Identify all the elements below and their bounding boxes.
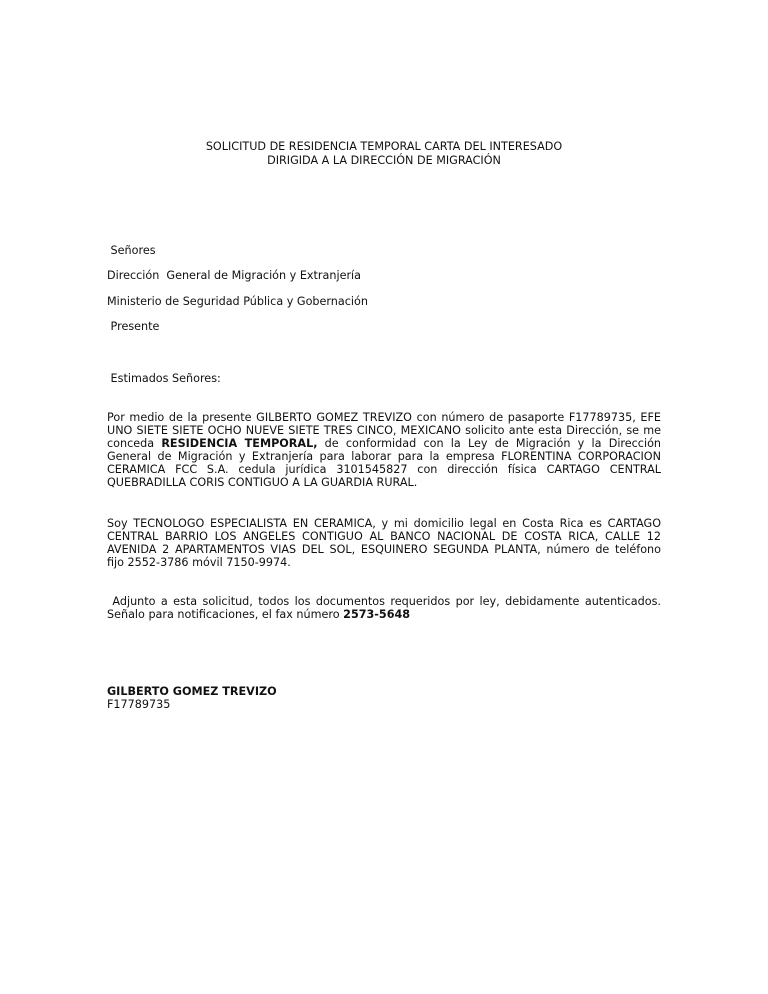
- paragraph-2-line: AVENIDA 2 APARTAMENTOS VIAS DEL SOL, ESQUINERO SEGUNDA PLANTA, número de teléfono: [107, 543, 661, 556]
- signature-name-text: GILBERTO GOMEZ TREVIZO: [107, 685, 277, 698]
- paragraph-1-line: Por medio de la presente GILBERTO GOMEZ TREVIZO con número de pasaporte F17789735, EFE: [107, 411, 661, 424]
- text-run: Señalo para notificaciones, el fax número: [107, 608, 344, 621]
- paragraph-1-line: [107, 437, 661, 450]
- text-run: Adjunto a esta solicitud, todos los documentos requeridos por ley, debidamente autenticados.: [107, 595, 661, 608]
- address-line-3: Presente: [107, 320, 160, 333]
- title-line-2: DIRIGIDA A LA DIRECCIÓN DE MIGRACIÓN: [267, 154, 501, 167]
- title-line-1: SOLICITUD DE RESIDENCIA TEMPORAL CARTA DEL INTERESADO: [205, 140, 563, 153]
- paragraph-2-line: Soy TECNOLOGO ESPECIALISTA EN CERAMICA, y mi domicilio legal en Costa Rica es CARTAGO: [107, 517, 661, 530]
- bold-residencia-temporal: RESIDENCIA TEMPORAL,: [161, 437, 318, 450]
- paragraph-1-line: UNO SIETE SIETE OCHO NUEVE SIETE TRES CINCO, MEXICANO solicito ante esta Dirección, se me: [107, 424, 661, 437]
- letter-title: [107, 140, 661, 168]
- paragraph-3-line: [107, 595, 661, 608]
- address-line-1: Dirección General de Migración y Extranjería: [107, 269, 362, 282]
- signature-passport: F17789735: [107, 698, 171, 711]
- paragraph-2-line: fijo 2552-3786 móvil 7150-9974.: [107, 556, 291, 569]
- address-line-2: Ministerio de Seguridad Pública y Gobernación: [107, 295, 368, 308]
- paragraph-1-line: General de Migración y Extranjería para laborar para la empresa FLORENTINA CORPORACION: [107, 450, 661, 463]
- paragraph-1: [107, 411, 661, 489]
- signature-name: [107, 685, 277, 698]
- text-run: conceda: [107, 437, 162, 450]
- text-run: de conformidad con la Ley de Migración y la Dirección: [317, 437, 662, 450]
- paragraph-3-line: [107, 608, 661, 621]
- paragraph-3: [107, 595, 661, 621]
- paragraph-1-line: CERAMICA FCC S.A. cedula jurídica 3101545827 con dirección física CARTAGO CENTRAL: [107, 463, 661, 476]
- salutation: Señores: [107, 244, 156, 257]
- paragraph-2-line: CENTRAL BARRIO LOS ANGELES CONTIGUO AL BANCO NACIONAL DE COSTA RICA, CALLE 12: [107, 530, 661, 543]
- greeting: Estimados Señores:: [107, 372, 221, 385]
- signature-block: [107, 685, 277, 711]
- paragraph-2: [107, 517, 661, 569]
- bold-fax-number: 2573-5648: [343, 608, 411, 621]
- paragraph-1-line: QUEBRADILLA CORIS CONTIGUO A LA GUARDIA RURAL.: [107, 476, 418, 489]
